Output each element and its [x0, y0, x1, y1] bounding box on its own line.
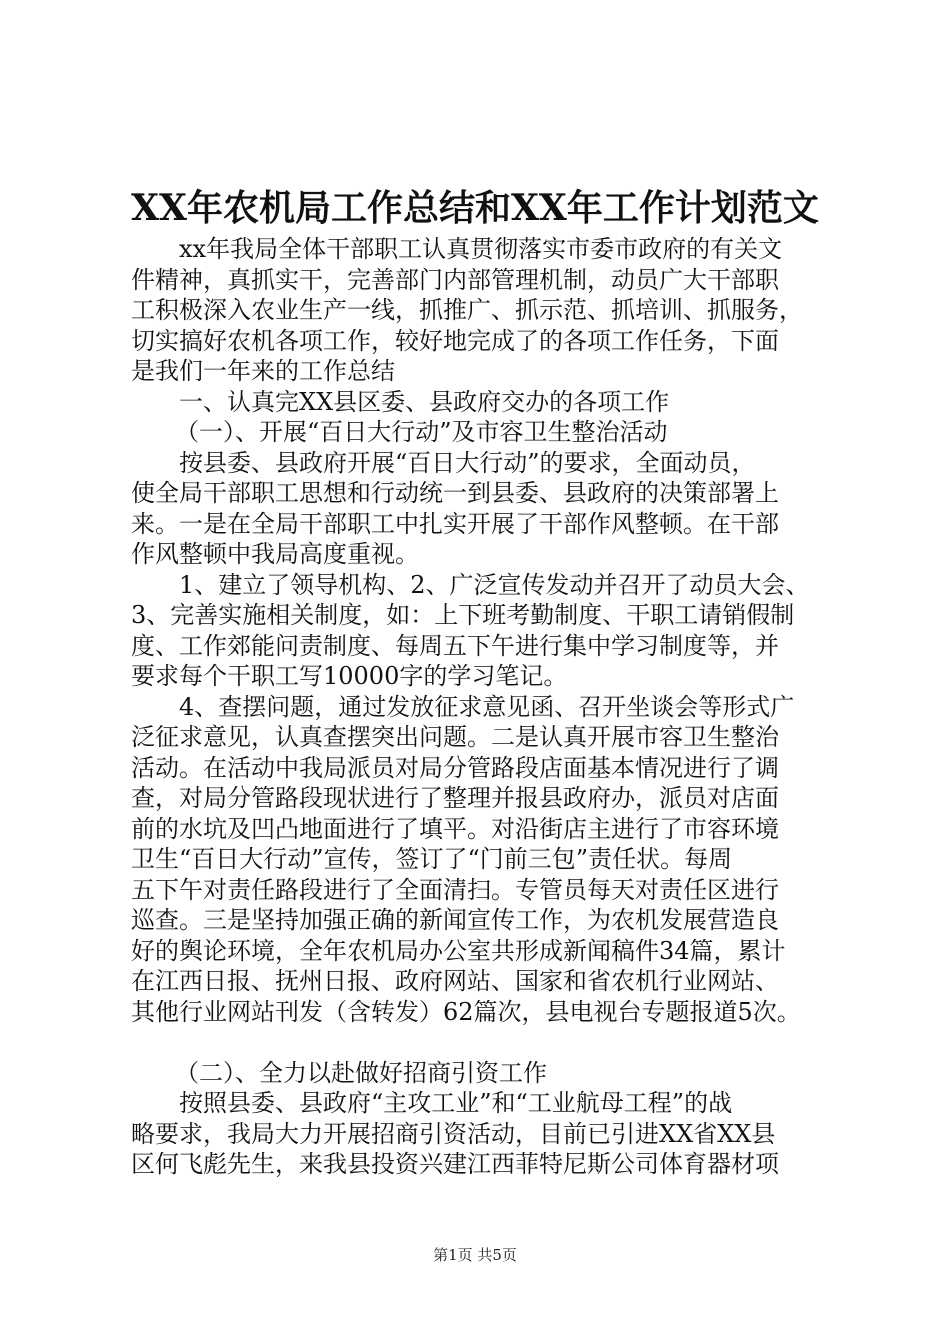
paragraph-gap — [131, 1027, 831, 1058]
paragraph-line: 1、建立了领导机构、2、广泛宣传发动并召开了动员大会、 — [179, 570, 810, 599]
paragraph-line: 4、查摆问题，通过发放征求意见函、召开坐谈会等形式广 — [179, 692, 795, 721]
paragraph-line: 按照县委、县政府“主攻工业”和“工业航母工程”的战 — [179, 1089, 733, 1117]
document-title: XX年农机局工作总结和XX年工作计划范文 — [131, 187, 819, 229]
paragraph-line: 作风整顿中我局高度重视。 — [131, 540, 419, 568]
paragraph-line: 略要求，我局大力开展招商引资活动，目前已引进XX省XX县 — [131, 1119, 776, 1148]
paragraph-line: 卫生“百日大行动”宣传，签订了“门前三包”责任状。每周 — [131, 845, 733, 873]
paragraph-line: 是我们一年来的工作总结 — [131, 357, 395, 385]
subsection-heading: （一）、开展“百日大行动”及市容卫生整治活动 — [175, 418, 668, 446]
paragraph-line: 五下午对责任路段进行了全面清扫。专管员每天对责任区进行 — [131, 875, 779, 904]
subsection-heading: （二）、全力以赴做好招商引资工作 — [175, 1058, 547, 1087]
section-heading: 一、认真完XX县区委、县政府交办的各项工作 — [179, 387, 670, 416]
paragraph-line: 区何飞彪先生，来我县投资兴建江西菲特尼斯公司体育器材项 — [131, 1150, 779, 1178]
paragraph-line: 3、完善实施相关制度，如：上下班考勤制度、干职工请销假制 — [131, 601, 795, 629]
paragraph-line: 要求每个干职工写10000字的学习笔记。 — [131, 662, 568, 690]
document-body — [131, 234, 831, 1180]
paragraph-line: 泛征求意见，认真查摆突出问题。二是认真开展市容卫生整治 — [131, 723, 779, 751]
paragraph-line: 度、工作郊能问责制度、每周五下午进行集中学习制度等，并 — [131, 631, 779, 660]
page-footer: 第1页 共5页 — [433, 1246, 517, 1264]
paragraph-line: 件精神，真抓实干，完善部门内部管理机制，动员广大干部职 — [131, 265, 779, 294]
paragraph-line: 来。一是在全局干部职工中扎实开展了干部作风整顿。在干部 — [131, 509, 779, 538]
paragraph-line: xx年我局全体干部职工认真贯彻落实市委市政府的有关文 — [179, 235, 783, 263]
paragraph-line: 查，对局分管路段现状进行了整理并报县政府办，派员对店面 — [131, 784, 779, 812]
paragraph-line: 工积极深入农业生产一线，抓推广、抓示范、抓培训、抓服务， — [131, 296, 803, 324]
paragraph-line: 切实搞好农机各项工作，较好地完成了的各项工作任务，下面 — [131, 326, 779, 355]
paragraph-line: 其他行业网站刊发（含转发）62篇次，县电视台专题报道5次。 — [131, 997, 801, 1026]
paragraph-line: 巡查。三是坚持加强正确的新闻宣传工作，为农机发展营造良 — [131, 906, 779, 934]
paragraph-line: 在江西日报、抚州日报、政府网站、国家和省农机行业网站、 — [131, 967, 779, 995]
paragraph-line: 活动。在活动中我局派员对局分管路段店面基本情况进行了调 — [131, 753, 779, 782]
paragraph-line: 前的水坑及凹凸地面进行了填平。对沿街店主进行了市容环境 — [131, 814, 779, 843]
paragraph-line: 好的舆论环境，全年农机局办公室共形成新闻稿件34篇，累计 — [131, 936, 786, 965]
paragraph-line: 按县委、县政府开展“百日大行动”的要求，全面动员， — [179, 448, 756, 477]
paragraph-line: 使全局干部职工思想和行动统一到县委、县政府的决策部署上 — [131, 479, 779, 507]
